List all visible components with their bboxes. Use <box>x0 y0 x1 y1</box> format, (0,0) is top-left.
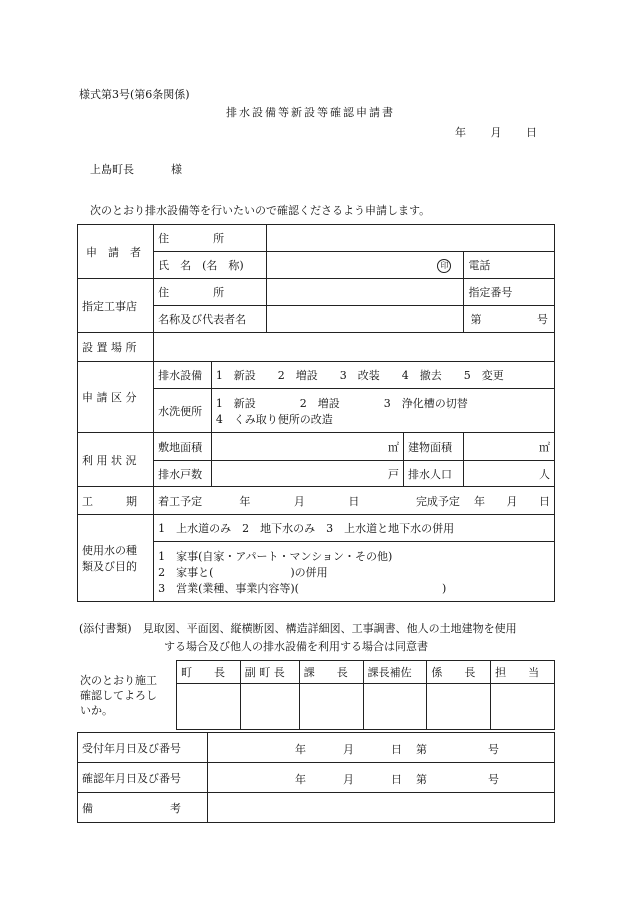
applicant-address-field[interactable] <box>266 225 554 252</box>
stamp-staff[interactable] <box>491 684 555 730</box>
end-label: 完成予定 <box>404 487 464 515</box>
applicant-name-label: 氏 名 (名 称) <box>154 252 267 279</box>
stamp-assistant-chief[interactable] <box>363 684 427 730</box>
start-date-field[interactable] <box>211 487 403 515</box>
confirmed-year: 年 <box>294 772 306 786</box>
addressee <box>90 161 182 177</box>
purpose-line-3: 3 営業(業種、事業内容等)( ) <box>158 581 447 595</box>
contractor-header: 指定工事店 <box>78 279 154 333</box>
approval-note-line-1: 次のとおり施工 <box>80 674 157 687</box>
approval-note <box>80 673 157 718</box>
households-label: 排水戸数 <box>154 461 212 487</box>
application-table <box>77 224 555 602</box>
approval-table <box>176 660 555 730</box>
role-staff: 担 当 <box>491 661 555 684</box>
intro-text: 次のとおり排水設備等を行いたいので確認くださるよう申請します。 <box>90 204 431 217</box>
population-unit: 人 <box>539 467 550 481</box>
date-month: 月 <box>490 126 502 139</box>
received-month: 月 <box>342 742 354 756</box>
start-month: 月 <box>293 494 305 508</box>
purpose-line-1: 1 家事(自家・アパート・マンション・その他) <box>158 549 393 563</box>
confirmed-field[interactable] <box>207 763 554 793</box>
households-unit: 戸 <box>388 467 400 481</box>
households-field[interactable] <box>211 461 403 487</box>
attachments-line-2: する場合及び他人の排水設備を利用する場合は同意書 <box>164 640 428 653</box>
site-area-label: 敷地面積 <box>154 433 212 461</box>
confirmed-day: 日 <box>390 772 402 786</box>
stamp-mayor[interactable] <box>177 684 241 730</box>
addressee-name: 上島町長 <box>90 163 134 176</box>
toilet-options-line-1: 1 新設 2 増設 3 浄化槽の切替 <box>215 396 468 410</box>
received-day: 日 <box>390 742 402 756</box>
water-header-line-1: 使用水の種 <box>82 544 137 557</box>
end-day: 日 <box>538 494 550 508</box>
date-day: 日 <box>526 126 537 139</box>
building-area-label: 建物面積 <box>404 433 464 461</box>
received-go: 号 <box>487 742 499 756</box>
toilet-options-line-2: 4 くみ取り便所の改造 <box>215 412 333 426</box>
remarks-field[interactable] <box>207 793 554 823</box>
seal-mark: 印 <box>437 259 451 273</box>
record-table <box>77 732 555 823</box>
water-header <box>78 515 154 602</box>
population-field[interactable] <box>464 461 555 487</box>
applicant-header: 申 請 者 <box>78 225 154 279</box>
site-area-unit: ㎡ <box>388 440 400 454</box>
contractor-address-label: 住 所 <box>154 279 267 306</box>
end-year: 年 <box>473 494 485 508</box>
water-source-options[interactable]: 1 上水道のみ 2 地下水のみ 3 上水道と地下水の併用 <box>154 515 555 542</box>
toilet-options[interactable] <box>211 389 554 433</box>
date-year: 年 <box>455 126 466 139</box>
confirmed-dai: 第 <box>415 772 427 786</box>
schedule-header: 工 期 <box>78 487 154 515</box>
designation-number-label: 指定番号 <box>464 279 555 306</box>
start-year: 年 <box>239 494 251 508</box>
phone-label: 電話 <box>464 252 555 279</box>
received-dai: 第 <box>415 742 427 756</box>
usage-header: 利 用 状 況 <box>78 433 154 487</box>
building-area-unit: ㎡ <box>539 440 550 454</box>
role-assistant-chief: 課長補佐 <box>363 661 427 684</box>
contractor-rep-label: 名称及び代表者名 <box>154 306 267 333</box>
end-month: 月 <box>506 494 518 508</box>
received-year: 年 <box>294 742 306 756</box>
location-label: 設 置 場 所 <box>78 333 154 362</box>
go-label: 号 <box>537 313 548 326</box>
end-date-field[interactable] <box>464 487 555 515</box>
location-field[interactable] <box>154 333 555 362</box>
attachments-line-1: (添付書類) 見取図、平面図、縦横断図、構造詳細図、工事調書、他人の土地建物を使用 <box>79 622 517 635</box>
confirmed-month: 月 <box>342 772 354 786</box>
role-section-chief: 課 長 <box>299 661 363 684</box>
designation-number-field[interactable] <box>464 306 555 333</box>
form-number: 様式第3号(第6条関係) <box>79 88 190 101</box>
received-label: 受付年月日及び番号 <box>78 733 208 763</box>
addressee-honorific: 様 <box>171 163 182 176</box>
water-purpose-options[interactable] <box>154 542 555 602</box>
start-label: 着工予定 <box>154 487 212 515</box>
document-title: 排水設備等新設等確認申請書 <box>226 106 395 119</box>
role-deputy-mayor: 副 町 長 <box>240 661 299 684</box>
contractor-rep-field[interactable] <box>266 306 463 333</box>
approval-note-line-3: いか。 <box>80 704 113 717</box>
stamp-deputy-mayor[interactable] <box>240 684 299 730</box>
remarks-label: 備 考 <box>78 793 208 823</box>
water-header-line-2: 類及び目的 <box>82 560 137 573</box>
drainage-label: 排水設備 <box>154 362 212 389</box>
toilet-label: 水洗便所 <box>154 389 212 433</box>
date-line <box>455 124 537 140</box>
stamp-section-chief[interactable] <box>299 684 363 730</box>
applicant-name-field[interactable] <box>266 252 463 279</box>
purpose-line-2: 2 家事と( )の併用 <box>158 565 328 579</box>
drainage-options[interactable]: 1 新設 2 増設 3 改装 4 撤去 5 変更 <box>211 362 554 389</box>
category-header: 申 請 区 分 <box>78 362 154 433</box>
role-mayor: 町 長 <box>177 661 241 684</box>
building-area-field[interactable] <box>464 433 555 461</box>
dai-label: 第 <box>470 313 482 326</box>
confirmed-go: 号 <box>487 772 499 786</box>
stamp-unit-chief[interactable] <box>427 684 491 730</box>
confirmed-label: 確認年月日及び番号 <box>78 763 208 793</box>
start-day: 日 <box>348 494 360 508</box>
contractor-address-field[interactable] <box>266 279 463 306</box>
site-area-field[interactable] <box>211 433 403 461</box>
role-unit-chief: 係 長 <box>427 661 491 684</box>
applicant-address-label: 住 所 <box>154 225 267 252</box>
population-label: 排水人口 <box>404 461 464 487</box>
received-field[interactable] <box>207 733 554 763</box>
approval-note-line-2: 確認してよろし <box>80 689 157 702</box>
